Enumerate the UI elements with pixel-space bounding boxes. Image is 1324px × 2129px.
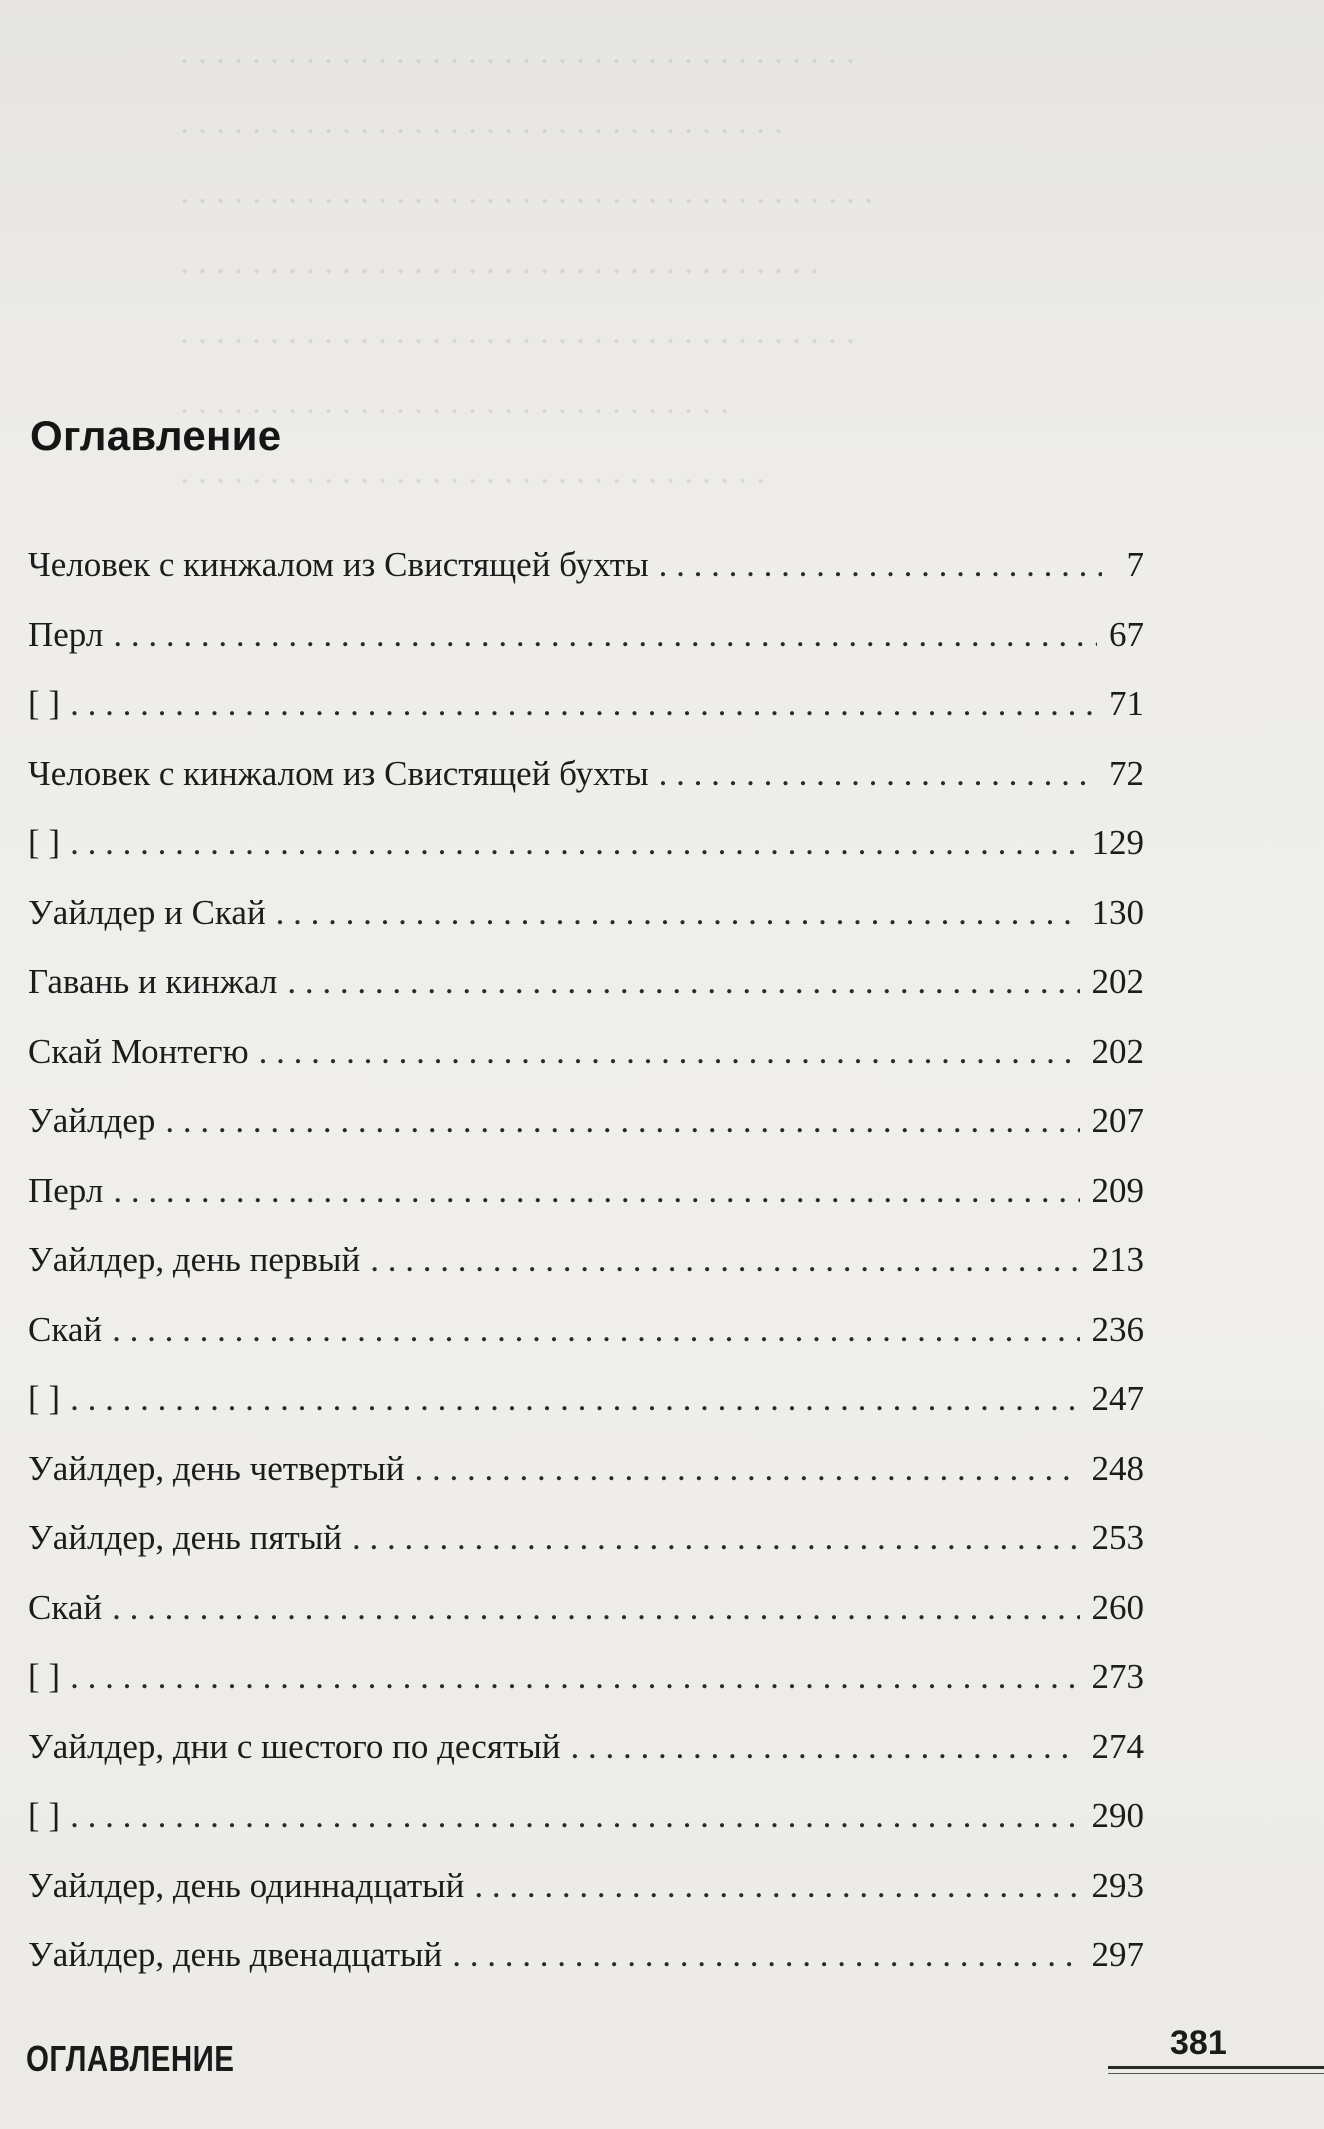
dot-leader <box>113 600 1097 670</box>
dot-leader <box>70 1642 1079 1712</box>
dot-leader <box>571 1712 1080 1782</box>
dot-leader <box>113 1156 1079 1226</box>
dot-leader <box>287 947 1079 1017</box>
toc-entry-page: 274 <box>1091 1726 1144 1766</box>
toc-entry <box>28 1920 1144 1990</box>
dot-leader <box>474 1851 1079 1921</box>
toc-entry-page: 202 <box>1091 1031 1144 1071</box>
toc-entry <box>28 1295 1144 1365</box>
toc-entry <box>28 1434 1144 1504</box>
toc-entry <box>28 1017 1144 1087</box>
dot-leader <box>112 1295 1079 1365</box>
toc-entry-title: Перл <box>28 1170 104 1210</box>
dot-leader <box>276 878 1080 948</box>
toc-entry-page: 253 <box>1091 1518 1144 1557</box>
toc-entry-title: [ ] <box>28 1379 61 1418</box>
toc-entry <box>28 1225 1144 1295</box>
toc-entry <box>28 1503 1144 1573</box>
dot-leader <box>70 1364 1079 1434</box>
toc-entry <box>28 1156 1144 1226</box>
toc-entry-page: 260 <box>1091 1587 1144 1627</box>
toc-entry-title: Скай Монтегю <box>28 1031 249 1071</box>
toc-entry <box>28 1573 1144 1643</box>
footer-rule <box>1108 2066 1324 2069</box>
toc-entry <box>28 1781 1144 1851</box>
toc-entry <box>28 1364 1144 1434</box>
toc-entry <box>28 669 1144 739</box>
toc-entry-title: [ ] <box>28 684 61 723</box>
toc-entry-title: Скай <box>28 1587 103 1627</box>
toc-entry-page: 202 <box>1091 962 1144 1001</box>
toc-entry-title: [ ] <box>28 1657 61 1696</box>
show-through-text: . . . . . . . . . . . . . . . . . . . . . . . . . . . . . . . . . . . . . . . . . . . . . . . . . . . . . . . . . . . . . . . . . . . . . . . . . . . . . . . . . . . . . . . . . . . . . . . . . . . . . . . . . . . . . . . . . . . . . . . . . . . . . . . . . . . . . . . . . . . . . . . . . . . . . . . . . . . . . . . . . . . . . . . . . . . . . . . . . . . . . . . . . . . . . . . . . . . . . . . . . . . . . . . . . . . . . . . . . . . . . . . . . . . . . . . . . . . . . . . . . . . . . . . . . <box>180 31 873 491</box>
dot-leader <box>452 1920 1079 1990</box>
toc-entry-page: 290 <box>1091 1796 1144 1835</box>
table-of-contents <box>28 530 1144 1990</box>
toc-entry-page: 72 <box>1109 753 1144 793</box>
toc-entry-title: Человек с кинжалом из Свистящей бухты <box>28 753 649 793</box>
toc-entry-title: Уайлдер, день четвертый <box>28 1448 405 1488</box>
toc-entry-page: 7 <box>1126 545 1144 584</box>
dot-leader <box>259 1017 1080 1087</box>
dot-leader <box>415 1434 1080 1504</box>
toc-entry-page: 67 <box>1109 614 1144 654</box>
toc-entry <box>28 739 1144 809</box>
toc-entry-title: Скай <box>28 1309 103 1349</box>
dot-leader <box>112 1573 1079 1643</box>
toc-entry-page: 207 <box>1091 1101 1144 1140</box>
page-title: Оглавление <box>30 412 282 459</box>
toc-entry-page: 247 <box>1091 1379 1144 1418</box>
toc-entry <box>28 808 1144 878</box>
toc-entry-title: Человек с кинжалом из Свистящей бухты <box>28 545 649 584</box>
dot-leader <box>659 739 1097 809</box>
dot-leader <box>352 1503 1079 1573</box>
toc-entry <box>28 600 1144 670</box>
toc-entry-page: 129 <box>1091 823 1144 862</box>
toc-entry-title: Уайлдер, день одиннадцатый <box>28 1865 465 1905</box>
toc-entry-title: Уайлдер, день первый <box>28 1240 361 1279</box>
toc-entry-title: Уайлдер, день пятый <box>28 1518 343 1557</box>
dot-leader <box>659 530 1102 600</box>
toc-entry <box>28 947 1144 1017</box>
toc-entry-page: 130 <box>1091 892 1144 932</box>
toc-entry-title: [ ] <box>28 823 61 862</box>
dot-leader <box>70 669 1097 739</box>
toc-entry-title: Гавань и кинжал <box>28 962 278 1001</box>
dot-leader <box>165 1086 1079 1156</box>
dot-leader <box>70 1781 1079 1851</box>
toc-entry-page: 273 <box>1091 1657 1144 1696</box>
footer-rule-thin <box>1108 2073 1324 2074</box>
toc-entry <box>28 1086 1144 1156</box>
toc-entry <box>28 1712 1144 1782</box>
toc-entry-title: Уайлдер <box>28 1101 156 1140</box>
toc-entry-page: 293 <box>1091 1865 1144 1905</box>
toc-entry-page: 213 <box>1091 1240 1144 1279</box>
dot-leader <box>70 808 1079 878</box>
toc-entry <box>28 878 1144 948</box>
page-number: 381 <box>1170 2024 1227 2062</box>
toc-entry-page: 209 <box>1091 1170 1144 1210</box>
toc-entry-title: Уайлдер, дни с шестого по десятый <box>28 1726 561 1766</box>
toc-entry-title: [ ] <box>28 1796 61 1835</box>
dot-leader <box>370 1225 1079 1295</box>
running-footer-label: ОГЛАВЛЕНИЕ <box>26 2038 235 2079</box>
toc-entry-title: Перл <box>28 614 104 654</box>
toc-entry-title: Уайлдер, день двенадцатый <box>28 1935 443 1974</box>
toc-entry-page: 297 <box>1091 1935 1144 1974</box>
toc-entry-page: 236 <box>1091 1309 1144 1349</box>
toc-entry <box>28 1642 1144 1712</box>
toc-entry-title: Уайлдер и Скай <box>28 892 266 932</box>
toc-entry-page: 248 <box>1091 1448 1144 1488</box>
toc-entry <box>28 1851 1144 1921</box>
toc-entry <box>28 530 1144 600</box>
toc-entry-page: 71 <box>1109 684 1144 723</box>
